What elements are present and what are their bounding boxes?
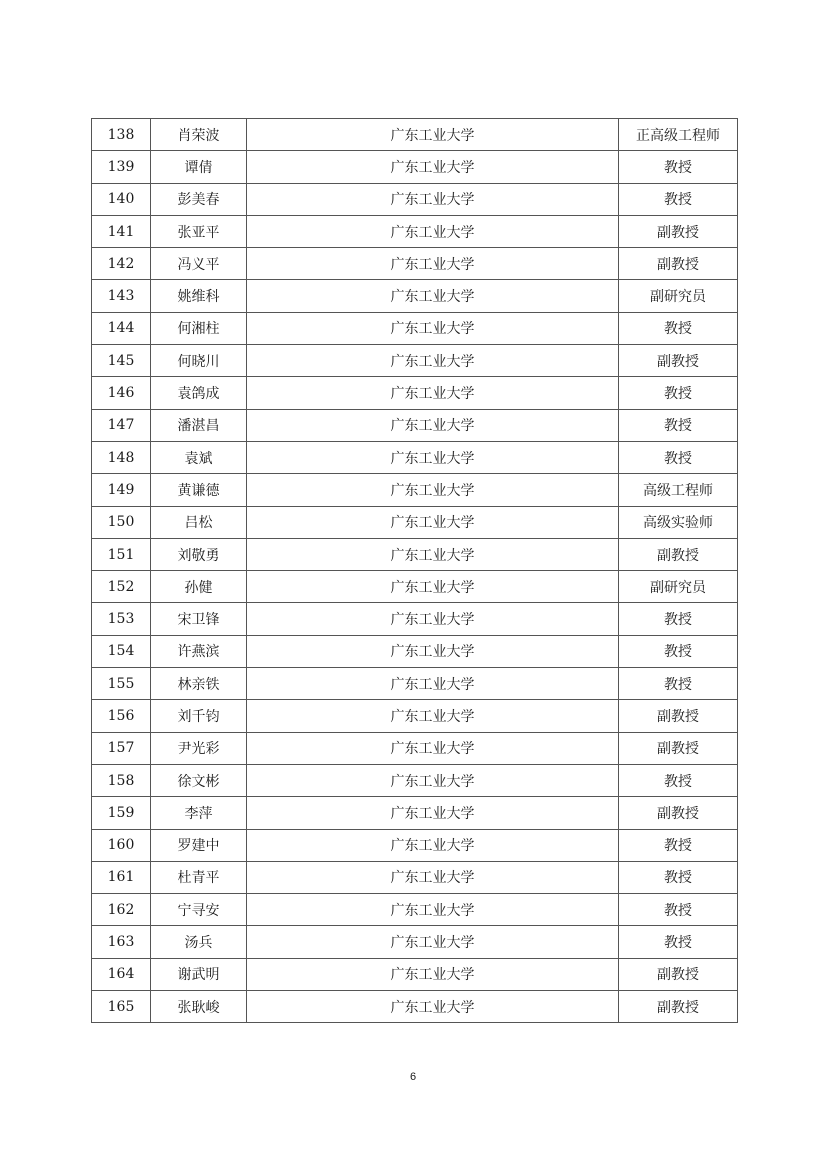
row-index-cell: 140: [92, 183, 151, 215]
person-name-cell: 李萍: [151, 797, 247, 829]
person-name-cell: 袁斌: [151, 441, 247, 473]
job-title-cell: 高级实验师: [619, 506, 738, 538]
row-index-cell: 149: [92, 474, 151, 506]
institution-cell: 广东工业大学: [247, 635, 619, 667]
institution-cell: 广东工业大学: [247, 377, 619, 409]
row-index-cell: 145: [92, 345, 151, 377]
institution-cell: 广东工业大学: [247, 248, 619, 280]
institution-cell: 广东工业大学: [247, 764, 619, 796]
table-row: [92, 635, 738, 667]
person-name-cell: 吕松: [151, 506, 247, 538]
person-name-cell: 彭美春: [151, 183, 247, 215]
row-index-cell: 154: [92, 635, 151, 667]
institution-cell: 广东工业大学: [247, 603, 619, 635]
row-index-cell: 150: [92, 506, 151, 538]
institution-cell: 广东工业大学: [247, 571, 619, 603]
job-title-cell: 副教授: [619, 345, 738, 377]
person-name-cell: 许燕滨: [151, 635, 247, 667]
job-title-cell: 副教授: [619, 797, 738, 829]
row-index-cell: 138: [92, 119, 151, 151]
job-title-cell: 教授: [619, 377, 738, 409]
job-title-cell: 副教授: [619, 991, 738, 1023]
table-row: [92, 377, 738, 409]
institution-cell: 广东工业大学: [247, 926, 619, 958]
person-name-cell: 冯义平: [151, 248, 247, 280]
job-title-cell: 教授: [619, 151, 738, 183]
row-index-cell: 165: [92, 991, 151, 1023]
person-name-cell: 刘敬勇: [151, 538, 247, 570]
table-row: [92, 151, 738, 183]
row-index-cell: 152: [92, 571, 151, 603]
row-index-cell: 162: [92, 894, 151, 926]
table-row: [92, 312, 738, 344]
institution-cell: 广东工业大学: [247, 345, 619, 377]
roster-body: [92, 119, 738, 1023]
institution-cell: 广东工业大学: [247, 474, 619, 506]
roster-table: [91, 118, 738, 1023]
job-title-cell: 副教授: [619, 248, 738, 280]
page-number: 6: [409, 1071, 417, 1083]
row-index-cell: 147: [92, 409, 151, 441]
person-name-cell: 姚维科: [151, 280, 247, 312]
table-row: [92, 764, 738, 796]
table-row: [92, 797, 738, 829]
person-name-cell: 黄谦德: [151, 474, 247, 506]
institution-cell: 广东工业大学: [247, 312, 619, 344]
table-row: [92, 861, 738, 893]
job-title-cell: 副研究员: [619, 571, 738, 603]
person-name-cell: 汤兵: [151, 926, 247, 958]
job-title-cell: 教授: [619, 894, 738, 926]
table-row: [92, 603, 738, 635]
person-name-cell: 何晓川: [151, 345, 247, 377]
institution-cell: 广东工业大学: [247, 215, 619, 247]
job-title-cell: 教授: [619, 764, 738, 796]
person-name-cell: 宋卫锋: [151, 603, 247, 635]
table-row: [92, 345, 738, 377]
person-name-cell: 刘千钧: [151, 700, 247, 732]
table-row: [92, 926, 738, 958]
table-row: [92, 732, 738, 764]
job-title-cell: 教授: [619, 829, 738, 861]
table-row: [92, 571, 738, 603]
person-name-cell: 林亲铁: [151, 668, 247, 700]
row-index-cell: 153: [92, 603, 151, 635]
institution-cell: 广东工业大学: [247, 409, 619, 441]
row-index-cell: 158: [92, 764, 151, 796]
row-index-cell: 164: [92, 958, 151, 990]
table-row: [92, 474, 738, 506]
row-index-cell: 139: [92, 151, 151, 183]
table-row: [92, 894, 738, 926]
person-name-cell: 徐文彬: [151, 764, 247, 796]
table-row: [92, 958, 738, 990]
institution-cell: 广东工业大学: [247, 538, 619, 570]
job-title-cell: 教授: [619, 861, 738, 893]
row-index-cell: 163: [92, 926, 151, 958]
institution-cell: 广东工业大学: [247, 506, 619, 538]
job-title-cell: 教授: [619, 635, 738, 667]
institution-cell: 广东工业大学: [247, 732, 619, 764]
person-name-cell: 张耿峻: [151, 991, 247, 1023]
row-index-cell: 160: [92, 829, 151, 861]
table-row: [92, 248, 738, 280]
job-title-cell: 正高级工程师: [619, 119, 738, 151]
row-index-cell: 144: [92, 312, 151, 344]
institution-cell: 广东工业大学: [247, 668, 619, 700]
row-index-cell: 155: [92, 668, 151, 700]
person-name-cell: 尹光彩: [151, 732, 247, 764]
person-name-cell: 宁寻安: [151, 894, 247, 926]
row-index-cell: 159: [92, 797, 151, 829]
table-row: [92, 280, 738, 312]
table-row: [92, 991, 738, 1023]
table-row: [92, 215, 738, 247]
institution-cell: 广东工业大学: [247, 894, 619, 926]
job-title-cell: 副研究员: [619, 280, 738, 312]
table-row: [92, 119, 738, 151]
person-name-cell: 罗建中: [151, 829, 247, 861]
job-title-cell: 副教授: [619, 958, 738, 990]
row-index-cell: 151: [92, 538, 151, 570]
person-name-cell: 谭倩: [151, 151, 247, 183]
person-name-cell: 孙健: [151, 571, 247, 603]
institution-cell: 广东工业大学: [247, 119, 619, 151]
job-title-cell: 副教授: [619, 700, 738, 732]
institution-cell: 广东工业大学: [247, 441, 619, 473]
job-title-cell: 高级工程师: [619, 474, 738, 506]
row-index-cell: 142: [92, 248, 151, 280]
row-index-cell: 157: [92, 732, 151, 764]
table-row: [92, 700, 738, 732]
job-title-cell: 教授: [619, 926, 738, 958]
person-name-cell: 肖荣波: [151, 119, 247, 151]
job-title-cell: 副教授: [619, 215, 738, 247]
job-title-cell: 副教授: [619, 732, 738, 764]
institution-cell: 广东工业大学: [247, 151, 619, 183]
institution-cell: 广东工业大学: [247, 700, 619, 732]
table-row: [92, 668, 738, 700]
row-index-cell: 141: [92, 215, 151, 247]
job-title-cell: 教授: [619, 409, 738, 441]
row-index-cell: 148: [92, 441, 151, 473]
institution-cell: 广东工业大学: [247, 958, 619, 990]
institution-cell: 广东工业大学: [247, 991, 619, 1023]
institution-cell: 广东工业大学: [247, 829, 619, 861]
table-row: [92, 441, 738, 473]
job-title-cell: 教授: [619, 603, 738, 635]
row-index-cell: 146: [92, 377, 151, 409]
person-name-cell: 何湘柱: [151, 312, 247, 344]
table-row: [92, 538, 738, 570]
table-row: [92, 183, 738, 215]
person-name-cell: 杜青平: [151, 861, 247, 893]
job-title-cell: 教授: [619, 668, 738, 700]
job-title-cell: 教授: [619, 441, 738, 473]
job-title-cell: 教授: [619, 312, 738, 344]
person-name-cell: 谢武明: [151, 958, 247, 990]
person-name-cell: 袁鸽成: [151, 377, 247, 409]
table-row: [92, 829, 738, 861]
institution-cell: 广东工业大学: [247, 183, 619, 215]
person-name-cell: 潘湛昌: [151, 409, 247, 441]
person-name-cell: 张亚平: [151, 215, 247, 247]
row-index-cell: 161: [92, 861, 151, 893]
table-row: [92, 506, 738, 538]
job-title-cell: 副教授: [619, 538, 738, 570]
row-index-cell: 156: [92, 700, 151, 732]
table-row: [92, 409, 738, 441]
institution-cell: 广东工业大学: [247, 797, 619, 829]
row-index-cell: 143: [92, 280, 151, 312]
institution-cell: 广东工业大学: [247, 280, 619, 312]
institution-cell: 广东工业大学: [247, 861, 619, 893]
job-title-cell: 教授: [619, 183, 738, 215]
